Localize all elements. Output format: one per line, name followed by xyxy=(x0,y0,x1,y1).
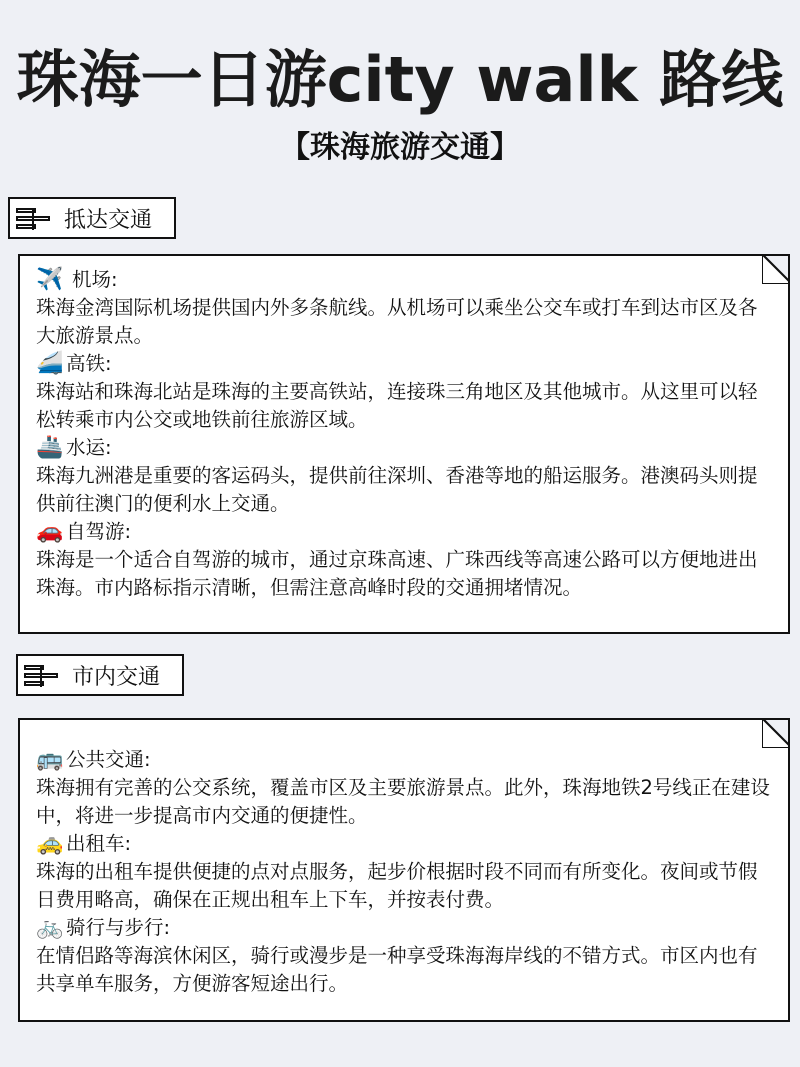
bus-icon: 🚌 xyxy=(36,747,64,772)
page-title: 珠海一日游city walk 路线 xyxy=(16,43,784,116)
list-item xyxy=(36,266,772,350)
entry-body: 珠海拥有完善的公交系统，覆盖市区及主要旅游景点。此外，珠海地铁2号线正在建设中，将进一步提高市内交通的便捷性。 xyxy=(36,776,770,827)
section-tag-city xyxy=(16,654,184,696)
entry-heading: 机场: xyxy=(72,268,118,291)
arrival-entries xyxy=(20,256,788,602)
entry-body: 珠海是一个适合自驾游的城市，通过京珠高速、广珠西线等高速公路可以方便地进出珠海。市内路标指示清晰，但需注意高峰时段的交通拥堵情况。 xyxy=(36,548,758,599)
entry-body: 珠海的出租车提供便捷的点对点服务，起步价根据时段不同而有所变化。夜间或节假日费用略高，确保在正规出租车上下车，并按表付费。 xyxy=(36,860,758,911)
section-tag-arrival xyxy=(8,197,176,239)
list-item xyxy=(36,746,772,830)
list-item xyxy=(36,914,772,998)
entry-body: 珠海站和珠海北站是珠海的主要高铁站，连接珠三角地区及其他城市。从这里可以轻松转乘市内公交或地铁前往旅游区域。 xyxy=(36,380,758,431)
entry-heading: 出租车: xyxy=(66,832,132,855)
bicycle-icon: 🚲 xyxy=(36,915,64,940)
section-tag-label: 市内交通 xyxy=(72,664,161,690)
city-transport-card xyxy=(18,718,790,1022)
car-icon: 🚗 xyxy=(36,519,64,544)
list-item xyxy=(36,830,772,914)
entry-heading: 高铁: xyxy=(66,352,112,375)
ship-icon: 🚢 xyxy=(36,435,64,460)
section-tag-icon xyxy=(16,206,54,230)
section-tag-label: 抵达交通 xyxy=(64,207,153,233)
airplane-icon: ✈️ xyxy=(36,267,64,292)
entry-heading: 自驾游: xyxy=(66,520,132,543)
city-entries xyxy=(20,720,788,998)
entry-heading: 水运: xyxy=(66,436,112,459)
page-fold-icon xyxy=(762,254,790,282)
entry-heading: 骑行与步行: xyxy=(66,916,171,939)
entry-body: 珠海九洲港是重要的客运码头，提供前往深圳、香港等地的船运服务。港澳码头则提供前往澳门的便利水上交通。 xyxy=(36,464,758,515)
list-item xyxy=(36,434,772,518)
entry-body: 珠海金湾国际机场提供国内外多条航线。从机场可以乘坐公交车或打车到达市区及各大旅游景点。 xyxy=(36,296,758,347)
page-fold-icon xyxy=(762,718,790,746)
list-item xyxy=(36,350,772,434)
entry-heading: 公共交通: xyxy=(66,748,151,771)
entry-body: 在情侣路等海滨休闲区，骑行或漫步是一种享受珠海海岸线的不错方式。市区内也有共享单车服务，方便游客短途出行。 xyxy=(36,944,758,995)
list-item xyxy=(36,518,772,602)
high-speed-train-icon: 🚄 xyxy=(36,351,64,376)
section-tag-icon xyxy=(24,663,62,687)
taxi-icon: 🚕 xyxy=(36,831,64,856)
page-subtitle: 【珠海旅游交通】 xyxy=(280,130,520,165)
arrival-card xyxy=(18,254,790,634)
